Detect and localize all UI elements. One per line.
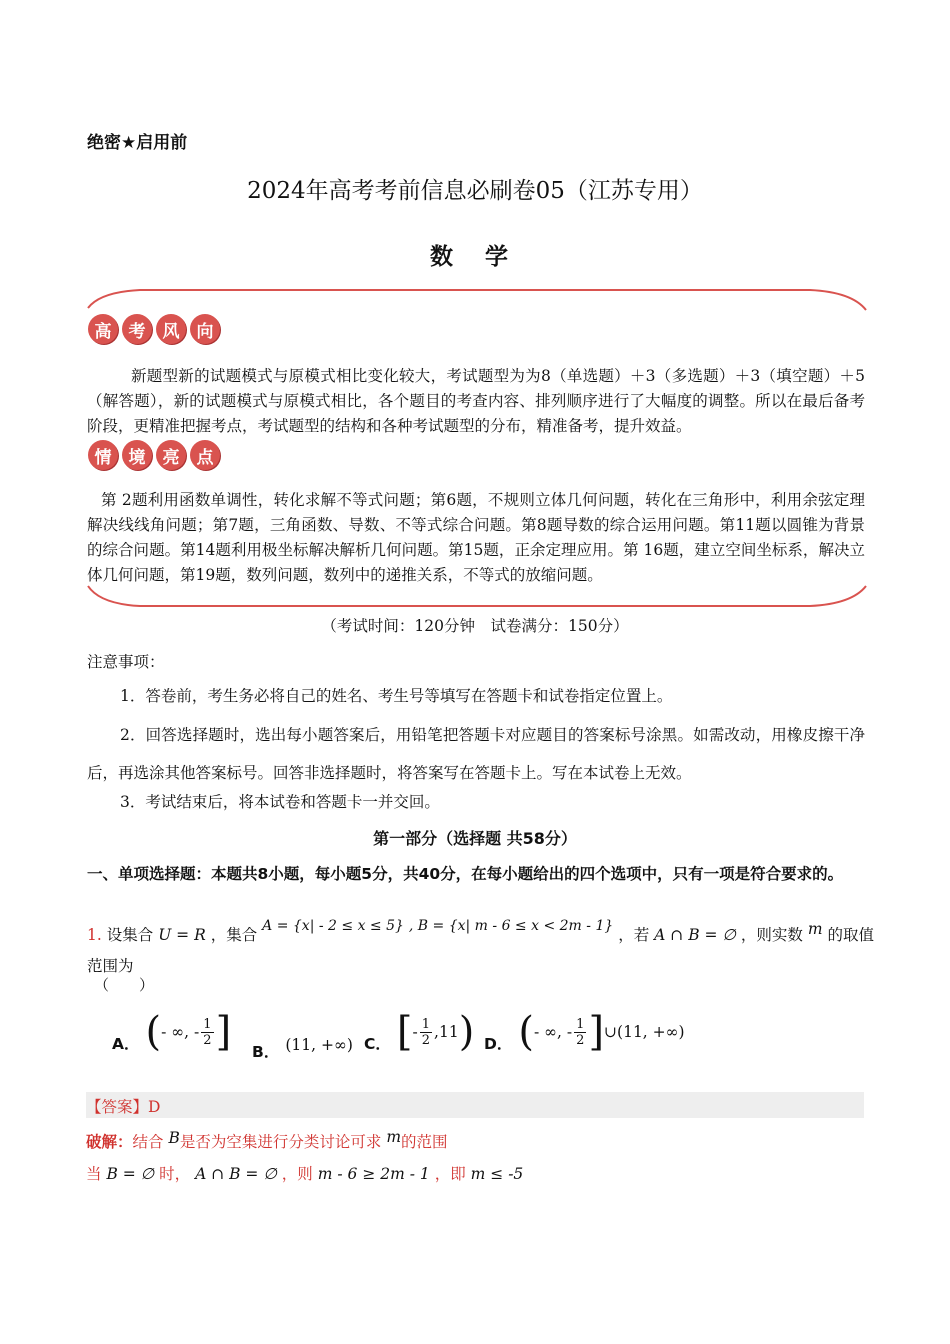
note-item: 1．答卷前，考生务必将自己的姓名、考生号等填写在答题卡和试卷指定位置上。 xyxy=(120,687,673,705)
bracket-left: ( xyxy=(518,1009,534,1055)
trend-paragraph: 新题型新的试题模式与原模式相比变化较大，考试题型为为8（单选题）＋3（多选题）＋3（填空题）＋5（解答题），新的试题模式与原模式相比，各个题目的考查内容、排列顺序进行了大幅度的调整。所以在最后备考阶段，更精准把握考点，考试题型的结构和各种考试题型的分布，精准备考，提升效益。 xyxy=(87,367,865,435)
highlight-badge: 亮 xyxy=(156,440,186,470)
fraction-den: 2 xyxy=(421,1032,431,1048)
math-m: m xyxy=(807,920,823,938)
solution-label: 破解： xyxy=(86,1133,133,1151)
trend-badge: 风 xyxy=(156,314,186,344)
trend-badge: 向 xyxy=(190,314,220,344)
option-a xyxy=(112,1010,231,1054)
fraction-den: 2 xyxy=(576,1032,585,1048)
fraction-num: 1 xyxy=(421,1016,431,1032)
highlight-badge: 境 xyxy=(122,440,152,470)
math-expr: A ∩ B = ∅ xyxy=(195,1165,277,1183)
trend-badge-row xyxy=(88,314,220,344)
option-math: - ∞, - xyxy=(161,1023,200,1041)
bracket-right: ] xyxy=(215,1009,232,1055)
fraction xyxy=(574,1017,586,1048)
subject-title: 数 学 xyxy=(429,244,520,270)
math-expr: B = ∅ xyxy=(106,1165,155,1183)
highlight-badge: 情 xyxy=(88,440,118,470)
solution-line-1 xyxy=(86,1130,448,1152)
answer-label: 【答案】D xyxy=(86,1098,161,1116)
solution-text: ，则 xyxy=(281,1165,313,1183)
option-label: B． xyxy=(252,1043,280,1061)
trend-badge: 考 xyxy=(122,314,152,344)
solution-text: 当 xyxy=(86,1165,102,1183)
trend-badge: 高 xyxy=(88,314,118,344)
option-math: - xyxy=(412,1023,418,1041)
answer-paren: （ ） xyxy=(94,976,155,994)
math-set-a: A = {x| - 2 ≤ x ≤ 5} xyxy=(262,918,404,934)
note-item: 3．考试结束后，将本试卷和答题卡一并交回。 xyxy=(120,793,440,811)
question-1 xyxy=(87,920,877,981)
solution-text: 结合 xyxy=(132,1133,164,1151)
notes-heading: 注意事项： xyxy=(87,653,165,671)
paper-title: 2024年高考考前信息必刷卷05（江苏专用） xyxy=(247,178,703,204)
math-expr: m ≤ -5 xyxy=(470,1165,524,1183)
highlight-badge: 点 xyxy=(190,440,220,470)
math-set-b: , B = {x| m - 6 ≤ x < 2m - 1} xyxy=(408,918,614,934)
part-heading: 第一部分（选择题 共58分） xyxy=(373,829,577,848)
answer-bar xyxy=(86,1092,864,1118)
bracket-left: ( xyxy=(145,1009,162,1055)
math-expr: m - 6 ≥ 2m - 1 xyxy=(317,1165,430,1183)
bracket-right: ) xyxy=(458,1009,475,1055)
question-number: 1. xyxy=(87,926,102,944)
note-item: 2．回答选择题时，选出每小题答案后，用铅笔把答题卡对应题目的答案标号涂黑。如需改动，用橡皮擦干净后，再选涂其他答案标号。回答非选择题时，将答案写在答题卡上。写在本试卷上无效。 xyxy=(87,726,865,782)
math-b: B xyxy=(168,1129,180,1147)
fraction-num: 1 xyxy=(576,1016,585,1032)
question-text: ，集合 xyxy=(210,926,258,944)
exam-meta: （考试时间：120分钟 试卷满分：150分） xyxy=(321,617,629,635)
solution-text: ，即 xyxy=(434,1165,466,1183)
solution-line-2 xyxy=(86,1162,523,1184)
highlight-badge-row xyxy=(88,440,220,470)
math-universe: U = R xyxy=(158,926,206,944)
option-label: C． xyxy=(364,1035,391,1053)
option-d xyxy=(484,1010,685,1054)
option-math: (11, +∞) xyxy=(285,1036,353,1054)
fraction-den: 2 xyxy=(203,1032,212,1048)
solution-text: 的范围 xyxy=(401,1133,448,1151)
fraction xyxy=(420,1017,432,1048)
fraction-num: 1 xyxy=(203,1016,212,1032)
option-math: ,11 xyxy=(434,1023,459,1041)
solution-text: 是否为空集进行分类讨论可求 xyxy=(179,1133,382,1151)
question-text: 的取值范围为 xyxy=(87,926,874,975)
highlight-paragraph: 第 2题利用函数单调性，转化求解不等式问题；第6题，不规则立体几何问题，转化在三角形中，利用余弦定理解决线线角问题；第7题，三角函数、导数、不等式综合问题。第8题导数的综合运用问题。第11题以圆锥为背景的综合问题。第14题利用极坐标解决解析几何问题。第15题，正余定理应用。第 16题，建立空间坐标系，解决立体几何问题，第19题，数列问题，数列中的递推关系，不等式的放缩问题。 xyxy=(87,491,865,584)
option-label: D． xyxy=(484,1035,513,1053)
question-text: 设集合 xyxy=(106,926,154,944)
option-b xyxy=(252,1028,353,1062)
option-math: ∪(11, +∞) xyxy=(604,1023,685,1041)
question-text: ，若 xyxy=(618,926,650,944)
option-label: A． xyxy=(112,1035,140,1053)
solution-text: 时， xyxy=(159,1165,191,1183)
bracket-left: [ xyxy=(396,1009,413,1055)
option-c xyxy=(364,1010,474,1054)
question-text: ，则实数 xyxy=(740,926,803,944)
confidential-label: 绝密★启用前 xyxy=(87,133,188,153)
math-m: m xyxy=(386,1128,402,1146)
math-condition: A ∩ B = ∅ xyxy=(654,926,736,944)
section-heading: 一、单项选择题：本题共8小题，每小题5分，共40分，在每小题给出的四个选项中，只有一项是符合要求的。 xyxy=(87,865,844,883)
option-math: - ∞, - xyxy=(533,1023,573,1041)
bracket-right: ] xyxy=(588,1009,605,1055)
fraction xyxy=(201,1017,213,1048)
